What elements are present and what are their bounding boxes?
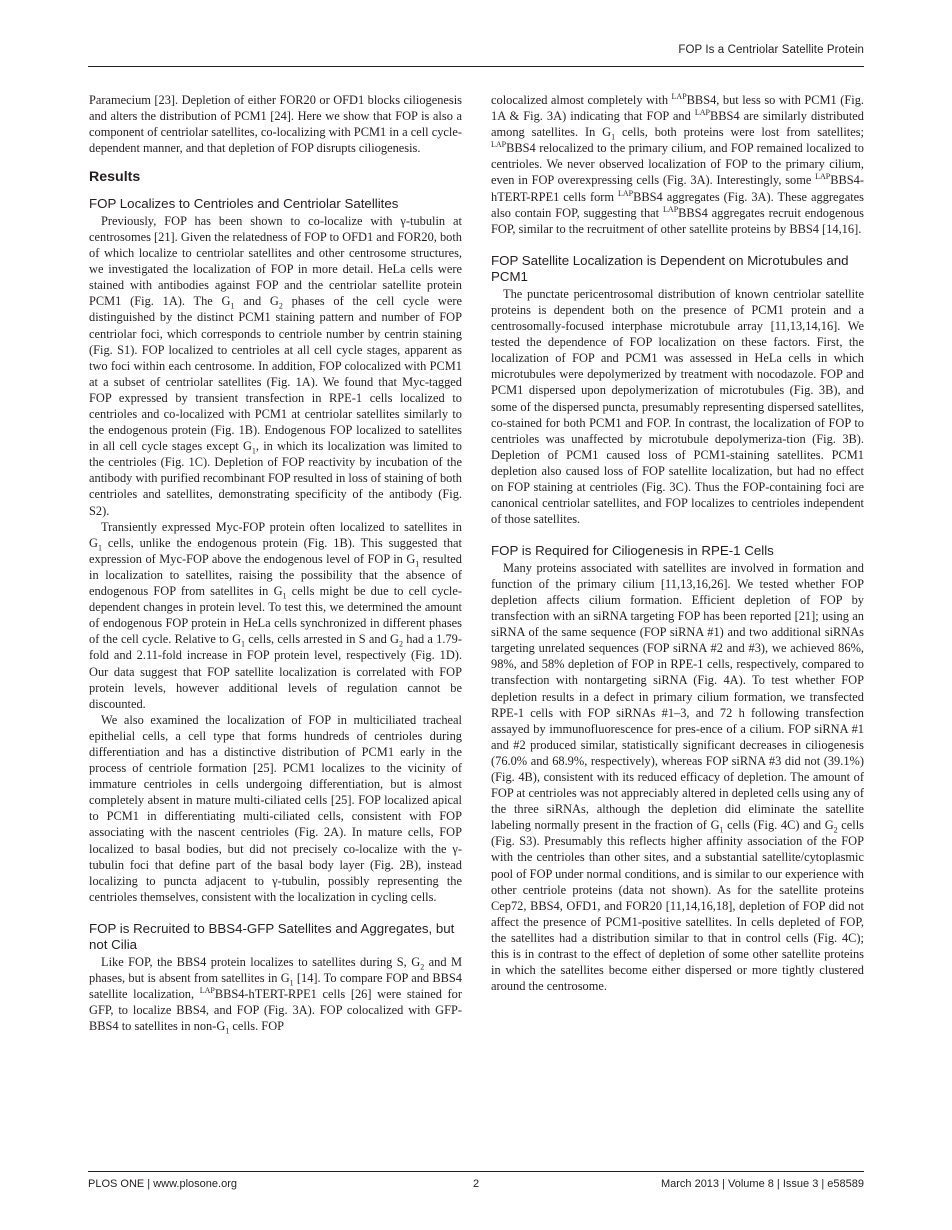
right-column [491,92,864,994]
paragraph: Transiently expressed Myc-FOP protein often localized to satellites in $G_1$ cells, unlike the endogenous protein (Fig. 1B). This suggested that expression of Myc-FOP above the endogenous level of FOP in $G_1$ resulted in localization to satellites, raising the possibility that the absence of endogenous FOP from satellites in $G_1$ cells might be due to cell cycle-dependent changes in protein level. To test this, we determined the amount of endogenous FOP protein in HeLa cells synchronized in different phases of the cell cycle. Relative to $G_1$ cells, cells arrested in S and $G_2$ had a 1.79-fold and 2.11-fold increase in FOP protein level, respectively (Fig. 1D). Our data suggest that FOP satellite localization is correlated with FOP protein levels, however additional levels of regulation cannot be discounted. [89,519,462,711]
paragraph-continued: colocalized almost completely with $^{LAP}$BBS4, but less so with PCM1 (Fig. 1A & Fig. 3A) indicating that FOP and $^{LAP}$BBS4 are similarly distributed among satellites. In $G_1$ cells, both proteins were lost from satellites; $^{LAP}$BBS4 relocalized to the primary cilium, and FOP remained localized to centrioles. We never observed localization of FOP to the primary cilium, even in FOP overexpressing cells (Fig. 3A). Interestingly, some $^{LAP}$BBS4-hTERT-RPE1 cells form $^{LAP}$BBS4 aggregates (Fig. 3A). These aggregates also contain FOP, suggesting that $^{LAP}$BBS4 aggregates recruit endogenous FOP, similar to the recruitment of other satellite proteins by BBS4 [14,16]. [491,91,864,236]
page-number: 2 [472,1178,480,1190]
issue-info: March 2013 | Volume 8 | Issue 3 | e58589 [660,1178,864,1190]
header-rule [88,66,864,67]
paragraph: Previously, FOP has been shown to co-localize with γ-tubulin at centrosomes [21]. Given the relatedness of FOP to OFD1 and FOR20, both of which localize to centriolar satellites and other centrosome structures, we investigated the localization of FOP in more detail. HeLa cells were stained with antibodies against FOP and the centriolar satellite protein PCM1 (Fig. 1A). The $G_1$ and $G_2$ phases of the cell cycle were distinguished by the distinct PCM1 staining pattern and number of FOP centriolar foci, which corresponds to centriole number by centrin staining (Fig. S1). FOP localized to centrioles at all cell cycle stages, apparent as two foci within each centrosome. In addition, FOP colocalized with PCM1 at a subset of centriolar satellites (Fig. 1A). We found that Myc-tagged FOP expressed by transient transfection in RPE-1 cells localized to centrioles and co-localized with PCM1 at centriolar satellites similarly to the endogenous protein (Fig. 1B). Endogenous FOP localized to satellites in all cell cycle stages except $G_1$, in which its localization was limited to the centrioles (Fig. 1C). Depletion of FOP reactivity by incubation of the antibody with purified recombinant FOP resulted in loss of staining of both centrioles and satellites, demonstrating specificity of the antibody (Fig. S2). [89,213,462,518]
section-heading-fop-localizes: FOP Localizes to Centrioles and Centriolar Satellites [89,196,399,212]
results-heading: Results [89,169,141,186]
paragraph: The punctate pericentrosomal distribution of known centriolar satellite proteins is dependent both on the presence of PCM1 protein and a centrosomally-focused interphase microtubule array [11,13,14,16]. We tested the dependence of FOP localization on these factors. First, the localization of FOP and PCM1 was assessed in HeLa cells in which microtubules were depolymerized by treatment with nocodazole. FOP and PCM1 dispersed upon depolymerization of microtubules (Fig. 3B), and some of the dispersed puncta, presumably representing dispersed satellites, co-stained for both PCM1 and FOP. In contrast, the localization of FOP to centrioles was unaffected by microtubule depolymeriza-tion (Fig. 3B). Depletion of PCM1 caused loss of PCM1-staining satellites. PCM1 depletion also caused loss of FOP satellite localization, but had no effect on FOP staining at centrioles (Fig. 3C). Thus the FOP-containing foci are canonical centriolar satellites, and FOP localizes to centrioles independent of those satellites. [491,286,864,527]
paragraph: Like FOP, the BBS4 protein localizes to satellites during S, $G_2$ and M phases, but is absent from satellites in $G_1$ [14]. To compare FOP and BBS4 satellite localization, $^{LAP}$BBS4-hTERT-RPE1 cells [26] were stained for GFP, to localize BBS4, and FOP (Fig. 3A). FOP colocalized with GFP-BBS4 to satellites in non-$G_1$ cells. FOP [89,954,463,1036]
section-heading-ciliogenesis: FOP is Required for Ciliogenesis in RPE-1 Cells [491,543,774,559]
section-heading-microtubules-pcm1: FOP Satellite Localization is Dependent on Microtubules and PCM1 [491,252,849,285]
paragraph: We also examined the localization of FOP in multiciliated tracheal epithelial cells, a cell type that forms hundreds of centrioles during differentiation and has a distinctive distribution of PCM1 early in the process of centriole formation [25]. PCM1 localizes to the vicinity of immature centrioles in cells undergoing differentiation, but is almost completely absent in mature multi-ciliated cells [25]. FOP localized apical to PCM1 in differentiating multi-ciliated cells, consistent with FOP associating with the nascent centrioles (Fig. 2A). In mature cells, FOP localized to basal bodies, but did not precisely co-localize with the γ-tubulin foci that define part of the basal body layer (Fig. 2B), instead localizing to puncta adjacent to γ-tubulin, possibly representing the centrioles themselves, consistent with the localization in cycling cells. [89,712,462,904]
intro-paragraph: Paramecium [23]. Depletion of either FOR20 or OFD1 blocks ciliogenesis and alters the distribution of PCM1 [24]. Here we show that FOP is also a component of centriolar satellites, co-localizing with PCM1 in a cell cycle-dependent manner, and that depletion of FOP disrupts ciliogenesis. [89,93,462,156]
footer-rule [88,1171,864,1172]
left-column [89,92,462,1034]
section-heading-bbs4-satellites: FOP is Recruited to BBS4-GFP Satellites and Aggregates, but not Cilia [89,920,455,953]
journal-name: PLOS ONE | www.plosone.org [88,1178,237,1190]
running-title: FOP Is a Centriolar Satellite Protein [678,44,864,56]
paragraph: Many proteins associated with satellites are involved in formation and function of the primary cilium [11,13,16,26]. We tested whether FOP depletion affects cilium formation. Efficient depletion of FOP by transfection with an siRNA targeting FOP has been reported [21]; using an siRNA of the same sequence (FOP siRNA #1) and two additional siRNAs targeting unrelated sequences (FOP siRNA #2 and #3), we achieved 86%, 98%, and 58% depletion of FOP in RPE-1 cells, respectively, compared to transfection with nontargeting siRNA (Fig. 4A). To test whether FOP depletion results in a defect in primary cilium formation, we transfected RPE-1 cells with FOP siRNAs #1–3, and 72 h following transfection assayed by immunofluorescence for pres-ence of a cilium. FOP siRNA #1 and #2 produced similar, statistically significant decreases in ciliogenesis (76.0% and 68.9%, respectively), whereas FOP siRNA #3 did not (39.1%) (Fig. 4B), consistent with its reduced efficacy of depletion. The amount of FOP at centrioles was not appreciably altered in depleted cells using any of the three siRNAs, although the depletion did eliminate the satellite labeling normally present in the fraction of $G_1$ cells (Fig. 4C) and $G_2$ cells (Fig. S3). Presumably this reflects higher affinity association of the FOP with the centrioles than other sites, and a substantial satellite/cytoplasmic pool of FOP under normal conditions, and is similar to our experience with other centriole proteins (data not shown). As for the satellite proteins Cep72, BBS4, OFD1, and FOR20 [11,14,16,18], depletion of FOP did not affect the presence of PCM1-positive satellites. In cells depleted of FOP, the satellites had a distribution similar to that in control cells (Fig. 4C); this is in contrast to the effect of depletion of some other satellite proteins in which the satellites become either dispersed or more tightly clustered around the centrosome. [491,560,865,994]
